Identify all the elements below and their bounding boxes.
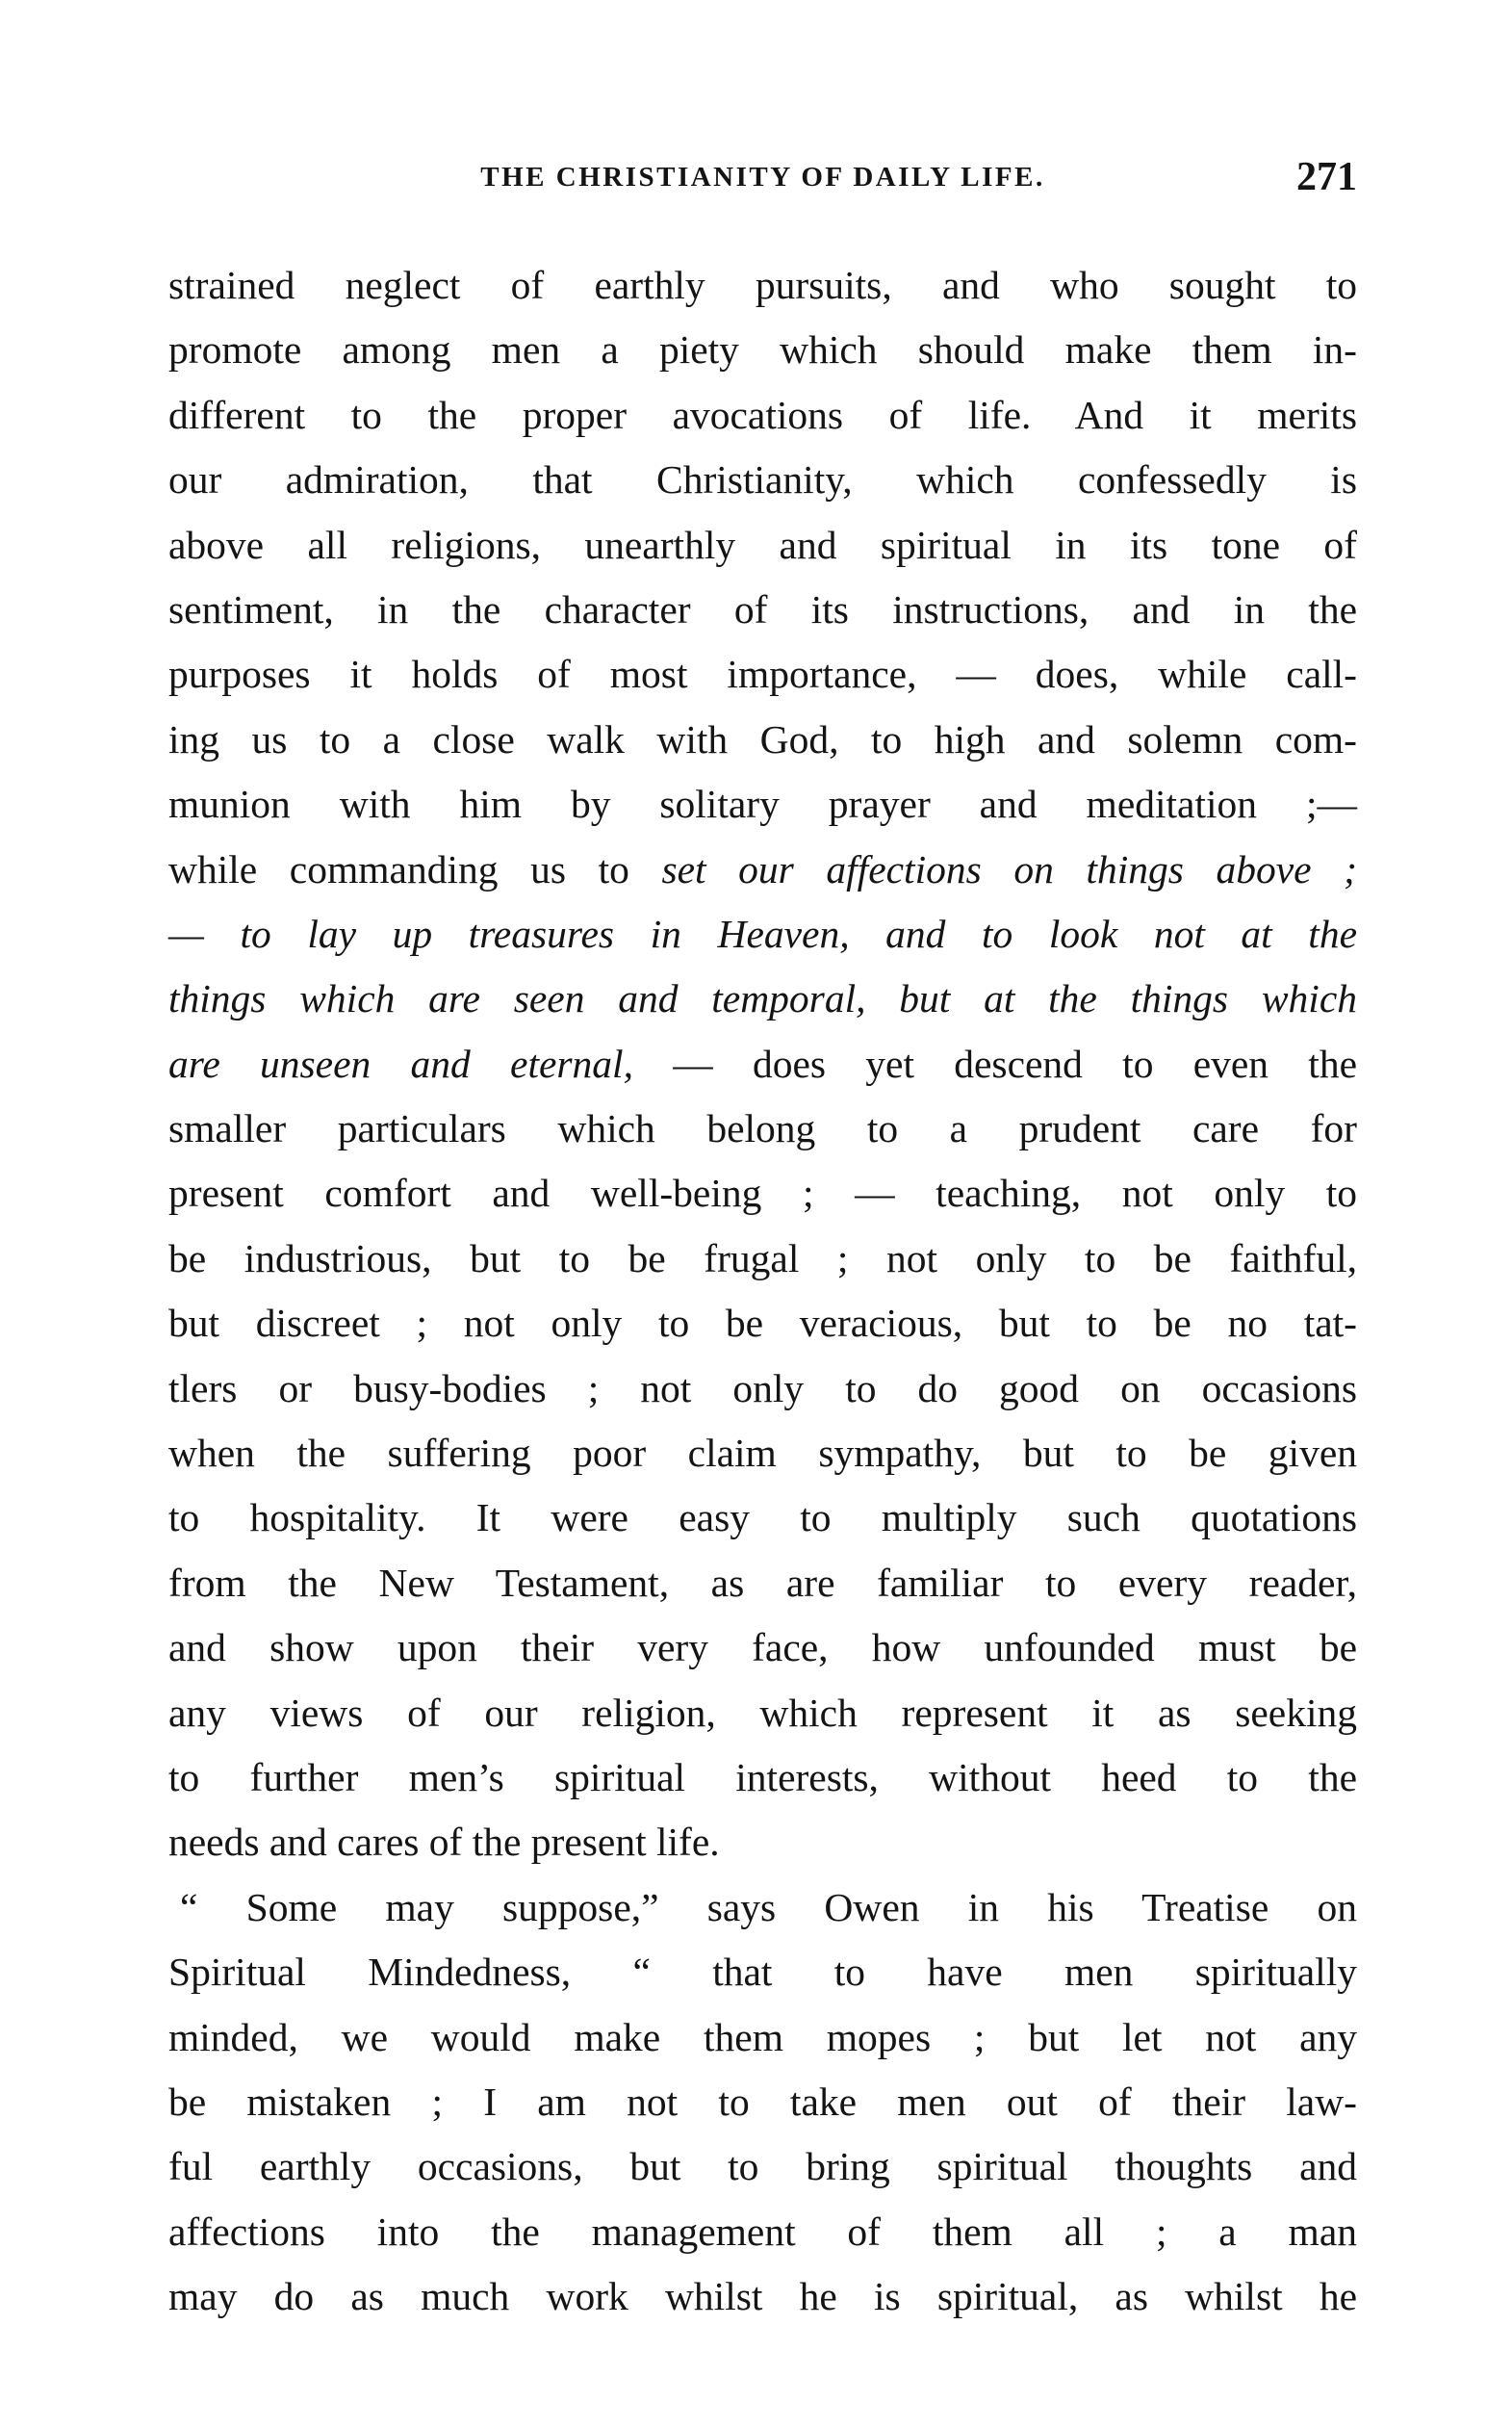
text-line: and show upon their very face, how unfounded must be [168,1625,1357,1670]
text-line: any views of our religion, which represent it as seeking [168,1690,1357,1735]
page-header [168,154,1357,212]
text-line: to further men’s spiritual interests, without heed to the [168,1754,1357,1799]
text-line: smaller particulars which belong to a prudent care for [168,1106,1357,1151]
text-line: ing us to a close walk with God, to high and solemn com- [168,716,1357,762]
text-line [168,838,1357,902]
italic-quote: are unseen and eternal, [168,1041,633,1086]
italic-quote: set our affections on things above ; [661,846,1358,891]
text-line: when the suffering poor claim sympathy, but to be given [168,1431,1357,1476]
text-line: affections into the management of them all ; a man [168,2209,1357,2254]
text-line: Spiritual Mindedness, “ that to have men spiritually [168,1950,1357,1995]
text-line: strained neglect of earthly pursuits, and who sought to [168,263,1357,307]
text-line-italic: — to lay up treasures in Heaven, and to look not at the [168,911,1357,956]
page-number: 271 [1296,155,1357,199]
text-line: may do as much work whilst he is spiritual, as whilst he [168,2274,1357,2319]
text-line [168,1032,1357,1097]
text-line: “ Some may suppose,” says Owen in his Treatise on [180,1884,1357,1929]
text-line: present comfort and well-being ; — teaching, not only to [168,1171,1357,1216]
text-line: to hospitality. It were easy to multiply such quotations [168,1495,1357,1540]
text-line: from the New Testament, as are familiar to every reader, [168,1560,1357,1605]
body-text [168,253,1357,2330]
text-line: promote among men a piety which should make them in- [168,327,1357,373]
text-line: be mistaken ; I am not to take men out of their law- [168,2079,1357,2124]
text-line: sentiment, in the character of its instructions, and in the [168,586,1357,632]
text-line: our admiration, that Christianity, which confessedly is [168,457,1357,503]
text-line: be industrious, but to be frugal ; not only to be faithful, [168,1235,1357,1280]
text-line: tlers or busy-bodies ; not only to do good on occasions [168,1365,1357,1410]
text-line: above all religions, unearthly and spiritual in its tone of [168,522,1357,567]
text-line: munion with him by solitary prayer and meditation ;— [168,782,1357,827]
text-line: ful earthly occasions, but to bring spiritual thoughts and [168,2144,1357,2189]
text-line: minded, we would make them mopes ; but let not any [168,2014,1357,2059]
text-line: purposes it holds of most importance, — does, while call- [168,652,1357,697]
text-line: different to the proper avocations of life. And it merits [168,392,1357,437]
text-line: but discreet ; not only to be veracious, but to be no tat- [168,1301,1357,1346]
text-line: needs and cares of the present life. [168,1820,720,1865]
running-head: THE CHRISTIANITY OF DAILY LIFE. [480,162,1045,193]
text-segment: while commanding us to [168,846,662,891]
text-line-italic: things which are seen and temporal, but at the things which [168,976,1357,1021]
text-segment: — does yet descend to even the [632,1041,1357,1086]
